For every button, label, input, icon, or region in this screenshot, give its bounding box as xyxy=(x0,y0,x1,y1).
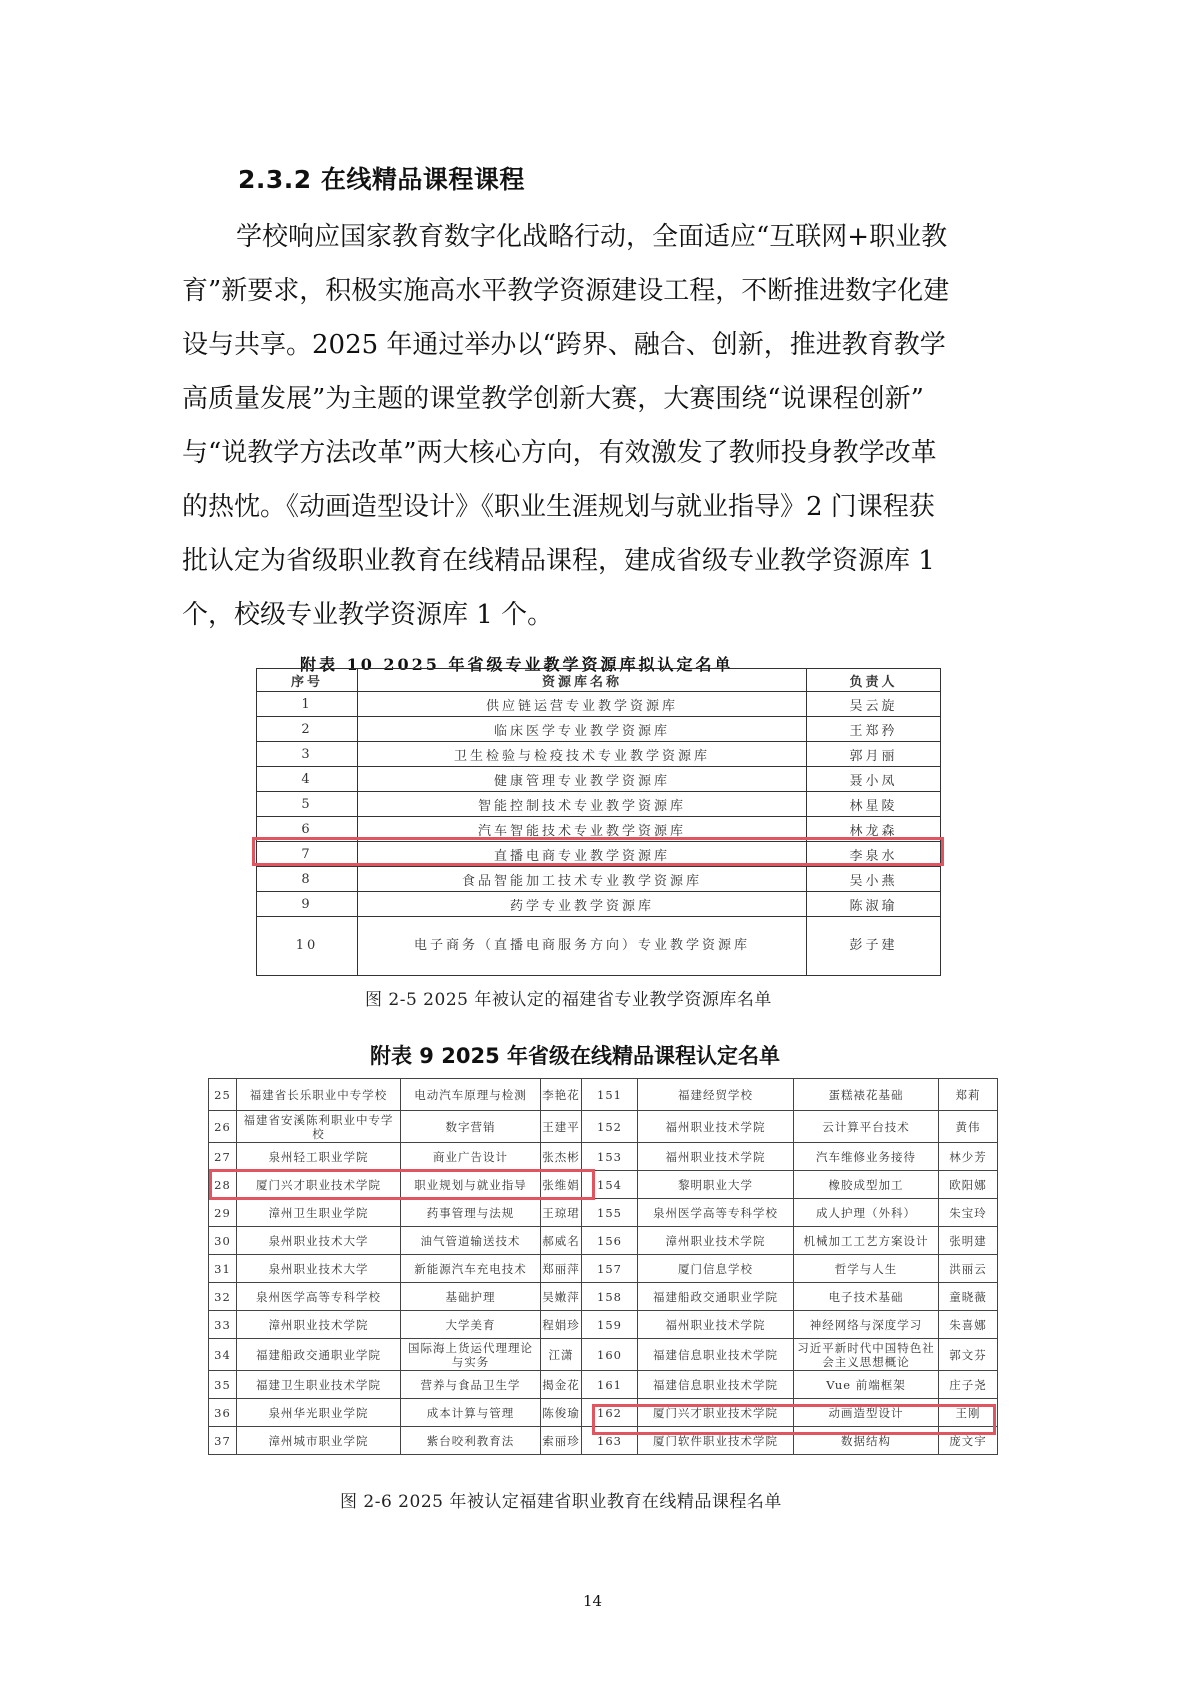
resource-library-table xyxy=(256,668,941,976)
cell-leader: 王琼珺 xyxy=(541,1199,582,1227)
cell-index: 159 xyxy=(582,1311,638,1339)
cell-owner: 李泉水 xyxy=(807,842,941,867)
cell-leader: 郭文芬 xyxy=(939,1339,998,1371)
cell-leader: 张维娟 xyxy=(541,1171,582,1199)
cell-school: 泉州职业技术大学 xyxy=(237,1227,401,1255)
cell-course: 电动汽车原理与检测 xyxy=(401,1079,541,1111)
cell-school: 泉州医学高等专科学校 xyxy=(237,1283,401,1311)
cell-index: 29 xyxy=(209,1199,237,1227)
highlight-box-row-28 xyxy=(209,1169,595,1200)
paragraph-line: 育”新要求，积极实施高水平教学资源建设工程，不断推进数字化建 xyxy=(182,276,950,306)
table-row xyxy=(257,767,941,792)
cell-course: 国际海上货运代理理论与实务 xyxy=(401,1339,541,1371)
cell-course: 动画造型设计 xyxy=(794,1399,939,1427)
cell-index: 33 xyxy=(209,1311,237,1339)
cell-course: 油气管道输送技术 xyxy=(401,1227,541,1255)
cell-index: 160 xyxy=(582,1339,638,1371)
cell-index: 2 xyxy=(257,717,358,742)
table-row xyxy=(209,1255,998,1283)
table-row xyxy=(257,892,941,917)
cell-school: 黎明职业大学 xyxy=(638,1171,794,1199)
cell-library-name: 健康管理专业教学资源库 xyxy=(358,767,807,792)
cell-school: 厦门兴才职业技术学院 xyxy=(638,1399,794,1427)
cell-index: 36 xyxy=(209,1399,237,1427)
table-row xyxy=(209,1111,998,1143)
cell-course: 商业广告设计 xyxy=(401,1143,541,1171)
cell-school: 厦门软件职业技术学院 xyxy=(638,1427,794,1455)
cell-index: 158 xyxy=(582,1283,638,1311)
cell-course: 哲学与人生 xyxy=(794,1255,939,1283)
cell-leader: 程娟珍 xyxy=(541,1311,582,1339)
figure-caption-2-5: 图 2-5 2025 年被认定的福建省专业教学资源库名单 xyxy=(365,990,772,1010)
cell-index: 153 xyxy=(582,1143,638,1171)
paragraph-line: 设与共享。2025 年通过举办以“跨界、融合、创新，推进教育教学 xyxy=(182,330,946,360)
highlight-box-row-7 xyxy=(252,837,944,866)
cell-school: 福建船政交通职业学院 xyxy=(638,1283,794,1311)
cell-library-name: 食品智能加工技术专业教学资源库 xyxy=(358,867,807,892)
cell-course: 成本计算与管理 xyxy=(401,1399,541,1427)
cell-index: 34 xyxy=(209,1339,237,1371)
cell-owner: 林星陵 xyxy=(807,792,941,817)
cell-index: 163 xyxy=(582,1427,638,1455)
paragraph-line: 与“说教学方法改革”两大核心方向，有效激发了教师投身教学改革 xyxy=(182,438,937,468)
cell-library-name: 直播电商专业教学资源库 xyxy=(358,842,807,867)
cell-index: 4 xyxy=(257,767,358,792)
cell-index: 157 xyxy=(582,1255,638,1283)
page-number: 14 xyxy=(583,1592,603,1610)
cell-leader: 张杰彬 xyxy=(541,1143,582,1171)
cell-course: 神经网络与深度学习 xyxy=(794,1311,939,1339)
cell-leader: 陈俊瑜 xyxy=(541,1399,582,1427)
table-row xyxy=(257,867,941,892)
cell-leader: 洪丽云 xyxy=(939,1255,998,1283)
cell-school: 漳州职业技术学院 xyxy=(638,1227,794,1255)
figure-caption-2-6: 图 2-6 2025 年被认定福建省职业教育在线精品课程名单 xyxy=(340,1492,782,1512)
cell-library-name: 药学专业教学资源库 xyxy=(358,892,807,917)
cell-leader: 吴嫩萍 xyxy=(541,1283,582,1311)
table-row xyxy=(209,1199,998,1227)
cell-index: 5 xyxy=(257,792,358,817)
paragraph-line: 的热忱。《动画造型设计》《职业生涯规划与就业指导》2 门课程获 xyxy=(182,492,935,522)
table-row xyxy=(209,1371,998,1399)
cell-index: 8 xyxy=(257,867,358,892)
cell-library-name: 卫生检验与检疫技术专业教学资源库 xyxy=(358,742,807,767)
table-row xyxy=(209,1143,998,1171)
cell-index: 3 xyxy=(257,742,358,767)
cell-leader: 欧阳娜 xyxy=(939,1171,998,1199)
cell-owner: 彭子建 xyxy=(807,917,941,976)
cell-school: 福建信息职业技术学院 xyxy=(638,1371,794,1399)
table1-title: 附表 10 2025 年省级专业教学资源库拟认定名单 xyxy=(300,655,734,674)
cell-course: 机械加工工艺方案设计 xyxy=(794,1227,939,1255)
cell-library-name: 供应链运营专业教学资源库 xyxy=(358,692,807,717)
cell-leader: 林少芳 xyxy=(939,1143,998,1171)
cell-index: 10 xyxy=(257,917,358,976)
paragraph-line: 个，校级专业教学资源库 1 个。 xyxy=(182,600,554,630)
paragraph-line: 高质量发展”为主题的课堂教学创新大赛，大赛围绕“说课程创新” xyxy=(182,384,924,414)
cell-school: 福建省安溪陈利职业中专学校 xyxy=(237,1111,401,1143)
cell-school: 泉州医学高等专科学校 xyxy=(638,1199,794,1227)
cell-index: 152 xyxy=(582,1111,638,1143)
cell-index: 31 xyxy=(209,1255,237,1283)
cell-index: 161 xyxy=(582,1371,638,1399)
online-course-table xyxy=(208,1078,998,1455)
cell-leader: 李艳花 xyxy=(541,1079,582,1111)
cell-leader: 朱喜娜 xyxy=(939,1311,998,1339)
cell-leader: 王刚 xyxy=(939,1399,998,1427)
cell-owner: 聂小凤 xyxy=(807,767,941,792)
cell-course: 数据结构 xyxy=(794,1427,939,1455)
table-row xyxy=(257,692,941,717)
cell-owner: 吴云旋 xyxy=(807,692,941,717)
cell-school: 福建经贸学校 xyxy=(638,1079,794,1111)
cell-index: 25 xyxy=(209,1079,237,1111)
cell-course: 大学美育 xyxy=(401,1311,541,1339)
cell-leader: 黄伟 xyxy=(939,1111,998,1143)
cell-course: 基础护理 xyxy=(401,1283,541,1311)
table-row xyxy=(257,717,941,742)
table-row xyxy=(209,1311,998,1339)
cell-index: 162 xyxy=(582,1399,638,1427)
cell-library-name: 临床医学专业教学资源库 xyxy=(358,717,807,742)
cell-leader: 郑莉 xyxy=(939,1079,998,1111)
cell-course: 电子技术基础 xyxy=(794,1283,939,1311)
cell-school: 福建信息职业技术学院 xyxy=(638,1339,794,1371)
cell-index: 151 xyxy=(582,1079,638,1111)
table-row xyxy=(209,1227,998,1255)
cell-course: 橡胶成型加工 xyxy=(794,1171,939,1199)
cell-leader: 揭金花 xyxy=(541,1371,582,1399)
cell-course: 新能源汽车充电技术 xyxy=(401,1255,541,1283)
cell-index: 28 xyxy=(209,1171,237,1199)
table-row xyxy=(257,792,941,817)
cell-school: 福建卫生职业技术学院 xyxy=(237,1371,401,1399)
cell-school: 福州职业技术学院 xyxy=(638,1311,794,1339)
cell-owner: 郭月丽 xyxy=(807,742,941,767)
cell-index: 7 xyxy=(257,842,358,867)
cell-index: 35 xyxy=(209,1371,237,1399)
table-row xyxy=(257,742,941,767)
body-paragraph xyxy=(182,210,1022,642)
cell-library-name: 智能控制技术专业教学资源库 xyxy=(358,792,807,817)
cell-index: 30 xyxy=(209,1227,237,1255)
cell-school: 福州职业技术学院 xyxy=(638,1143,794,1171)
cell-leader: 王建平 xyxy=(541,1111,582,1143)
table-row xyxy=(209,1283,998,1311)
header-index: 序号 xyxy=(257,669,358,692)
cell-leader: 张明建 xyxy=(939,1227,998,1255)
table2-title: 附表 9 2025 年省级在线精品课程认定名单 xyxy=(370,1044,780,1068)
cell-owner: 王郑矜 xyxy=(807,717,941,742)
cell-library-name: 汽车智能技术专业教学资源库 xyxy=(358,817,807,842)
cell-index: 155 xyxy=(582,1199,638,1227)
cell-course: 云计算平台技术 xyxy=(794,1111,939,1143)
cell-school: 厦门信息学校 xyxy=(638,1255,794,1283)
cell-course: 紫台咬利教育法 xyxy=(401,1427,541,1455)
header-owner: 负责人 xyxy=(807,669,941,692)
cell-course: 成人护理（外科） xyxy=(794,1199,939,1227)
cell-school: 福建船政交通职业学院 xyxy=(237,1339,401,1371)
cell-school: 福建省长乐职业中专学校 xyxy=(237,1079,401,1111)
cell-course: 习近平新时代中国特色社会主义思想概论 xyxy=(794,1339,939,1371)
section-heading: 2.3.2 在线精品课程课程 xyxy=(238,165,525,194)
cell-leader: 庞文宇 xyxy=(939,1427,998,1455)
cell-index: 26 xyxy=(209,1111,237,1143)
cell-leader: 索丽珍 xyxy=(541,1427,582,1455)
cell-index: 154 xyxy=(582,1171,638,1199)
cell-course: 药事管理与法规 xyxy=(401,1199,541,1227)
highlight-box-row-162 xyxy=(592,1404,996,1435)
cell-course: 职业规划与就业指导 xyxy=(401,1171,541,1199)
cell-school: 泉州轻工职业学院 xyxy=(237,1143,401,1171)
cell-school: 福州职业技术学院 xyxy=(638,1111,794,1143)
cell-course: 汽车维修业务接待 xyxy=(794,1143,939,1171)
cell-leader: 童晓薇 xyxy=(939,1283,998,1311)
cell-index: 1 xyxy=(257,692,358,717)
cell-index: 6 xyxy=(257,817,358,842)
paragraph-line: 学校响应国家教育数字化战略行动，全面适应“互联网+职业教 xyxy=(236,222,948,252)
cell-school: 漳州卫生职业学院 xyxy=(237,1199,401,1227)
cell-school: 厦门兴才职业技术学院 xyxy=(237,1171,401,1199)
cell-course: 营养与食品卫生学 xyxy=(401,1371,541,1399)
cell-school: 泉州职业技术大学 xyxy=(237,1255,401,1283)
cell-owner: 陈淑瑜 xyxy=(807,892,941,917)
cell-index: 32 xyxy=(209,1283,237,1311)
cell-course: Vue 前端框架 xyxy=(794,1371,939,1399)
cell-index: 9 xyxy=(257,892,358,917)
paragraph-line: 批认定为省级职业教育在线精品课程，建成省级专业教学资源库 1 xyxy=(182,546,935,576)
cell-leader: 庄子尧 xyxy=(939,1371,998,1399)
cell-course: 蛋糕裱花基础 xyxy=(794,1079,939,1111)
cell-leader: 郝威名 xyxy=(541,1227,582,1255)
cell-leader: 郑丽萍 xyxy=(541,1255,582,1283)
header-library-name: 资源库名称 xyxy=(358,669,807,692)
cell-index: 156 xyxy=(582,1227,638,1255)
cell-index: 27 xyxy=(209,1143,237,1171)
table-row xyxy=(257,917,941,976)
cell-school: 漳州职业技术学院 xyxy=(237,1311,401,1339)
cell-school: 漳州城市职业学院 xyxy=(237,1427,401,1455)
table-row xyxy=(209,1079,998,1111)
table-row xyxy=(209,1339,998,1371)
cell-index: 37 xyxy=(209,1427,237,1455)
cell-school: 泉州华光职业学院 xyxy=(237,1399,401,1427)
cell-course: 数字营销 xyxy=(401,1111,541,1143)
table-header-row xyxy=(257,669,941,692)
cell-leader: 江潇 xyxy=(541,1339,582,1371)
cell-owner: 吴小燕 xyxy=(807,867,941,892)
cell-owner: 林龙森 xyxy=(807,817,941,842)
cell-library-name: 电子商务（直播电商服务方向）专业教学资源库 xyxy=(358,917,807,976)
cell-leader: 朱宝玲 xyxy=(939,1199,998,1227)
